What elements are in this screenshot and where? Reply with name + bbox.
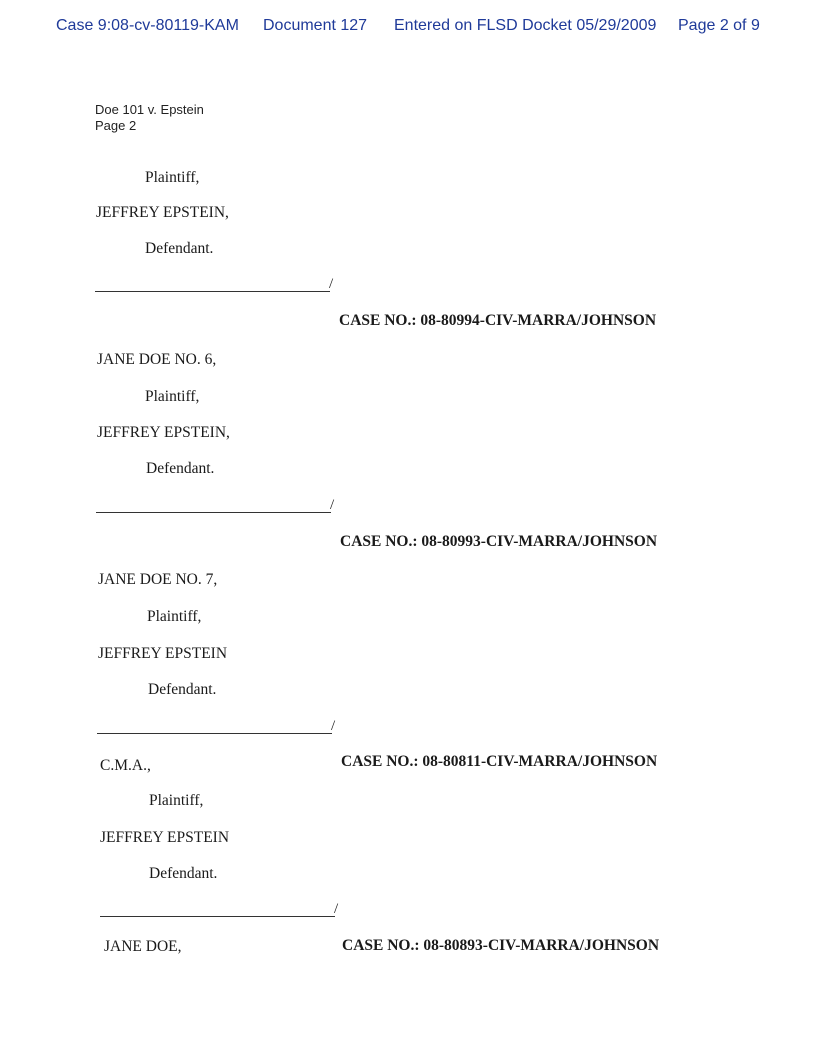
caption-slash: /	[331, 718, 336, 734]
header-entered: Entered on FLSD Docket 05/29/2009	[394, 17, 657, 34]
defendant-label: Defendant.	[145, 240, 214, 257]
defendant-label: Defendant.	[149, 865, 218, 882]
plaintiff-name: JANE DOE,	[104, 938, 182, 955]
header-document: Document 127	[263, 17, 368, 34]
caption-slash: /	[330, 497, 335, 513]
defendant-label: Defendant.	[148, 681, 217, 698]
plaintiff-name: JANE DOE NO. 6,	[97, 351, 217, 368]
caption-rule	[97, 733, 332, 734]
case-number: CASE NO.: 08-80994-CIV-MARRA/JOHNSON	[339, 312, 657, 329]
plaintiff-label: Plaintiff,	[149, 792, 204, 809]
plaintiff-name: JANE DOE NO. 7,	[98, 571, 218, 588]
caption-rule	[100, 916, 335, 917]
case-number: CASE NO.: 08-80893-CIV-MARRA/JOHNSON	[342, 937, 660, 954]
running-head-page: Page 2	[95, 118, 137, 133]
header-case: Case 9:08-cv-80119-KAM	[56, 17, 239, 34]
caption-rule	[96, 512, 331, 513]
plaintiff-name: C.M.A.,	[100, 757, 151, 774]
caption-rule	[95, 291, 330, 292]
plaintiff-label: Plaintiff,	[147, 608, 202, 625]
caption-slash: /	[329, 276, 334, 292]
running-head-title: Doe 101 v. Epstein	[95, 102, 204, 117]
caption-slash: /	[334, 901, 339, 917]
defendant-name: JEFFREY EPSTEIN	[98, 645, 228, 662]
defendant-label: Defendant.	[146, 460, 215, 477]
defendant-name: JEFFREY EPSTEIN,	[97, 424, 230, 441]
case-number: CASE NO.: 08-80993-CIV-MARRA/JOHNSON	[340, 533, 658, 550]
plaintiff-label: Plaintiff,	[145, 388, 200, 405]
case-number: CASE NO.: 08-80811-CIV-MARRA/JOHNSON	[341, 753, 658, 770]
plaintiff-label: Plaintiff,	[145, 169, 200, 186]
defendant-name: JEFFREY EPSTEIN,	[96, 204, 229, 221]
header-page: Page 2 of 9	[678, 17, 760, 34]
defendant-name: JEFFREY EPSTEIN	[100, 829, 230, 846]
